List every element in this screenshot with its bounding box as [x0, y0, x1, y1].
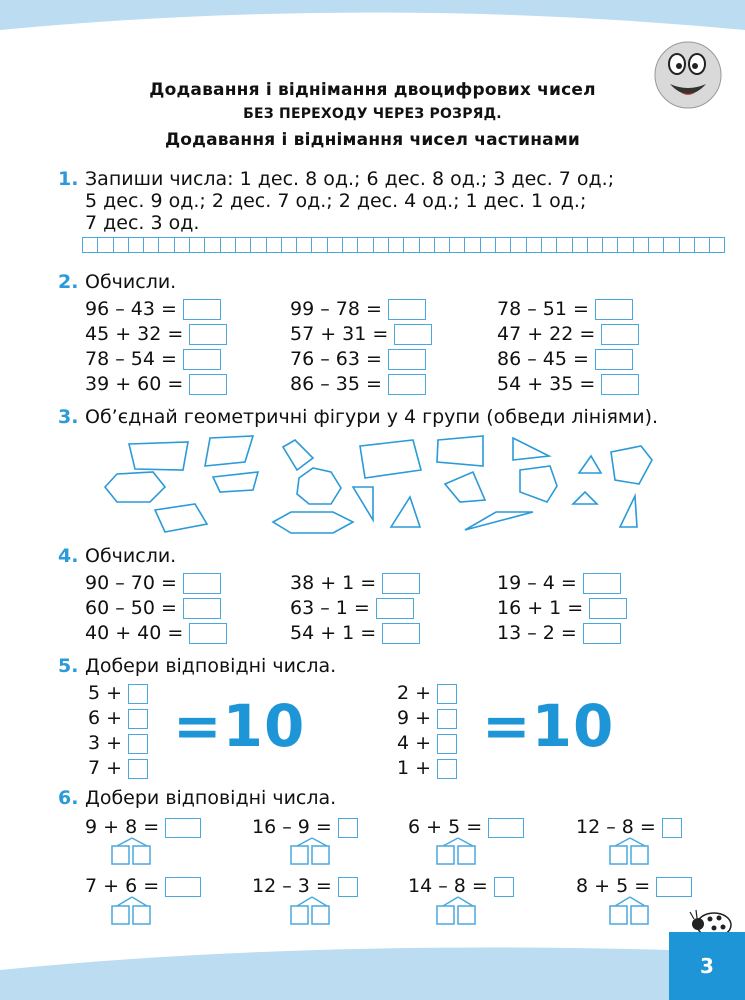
t6-expr: 16 – 9 = [252, 816, 332, 838]
t2-expr: 39 + 60 = [85, 373, 184, 395]
t4-expr: 19 – 4 = [497, 572, 577, 594]
sum-ten-left: =10 [173, 692, 306, 760]
t2-expr: 96 – 43 = [85, 298, 177, 320]
t5-right-expr: 4 + [397, 732, 432, 754]
task-1-line-2: 5 дес. 9 од.; 2 дес. 7 од.; 2 дес. 4 од.; 1 дес. 1 од.; [85, 190, 587, 212]
t6-expr: 6 + 5 = [408, 816, 483, 838]
split-diagram [610, 838, 648, 864]
task-1-number: 1. [58, 168, 79, 190]
t5-left-expr: 5 + [88, 682, 123, 704]
t6-expr: 12 – 3 = [252, 875, 332, 897]
title-line-3: Додавання і віднімання чисел частинами [164, 130, 581, 150]
task-1-line-3: 7 дес. 3 од. [85, 212, 200, 234]
t5-left-expr: 3 + [88, 732, 123, 754]
task-2-number: 2. [58, 271, 79, 293]
task-3-number: 3. [58, 406, 79, 428]
title-line-2: БЕЗ ПЕРЕХОДУ ЧЕРЕЗ РОЗРЯД. [243, 106, 502, 122]
split-diagram [291, 838, 329, 864]
t2-expr: 57 + 31 = [290, 323, 389, 345]
t4-expr: 13 – 2 = [497, 622, 577, 644]
t4-expr: 16 + 1 = [497, 597, 584, 619]
t2-expr: 47 + 22 = [497, 323, 596, 345]
task-6-number: 6. [58, 787, 79, 809]
t2-expr: 54 + 35 = [497, 373, 596, 395]
t4-expr: 60 – 50 = [85, 597, 177, 619]
t2-expr: 78 – 54 = [85, 348, 177, 370]
t6-expr: 7 + 6 = [85, 875, 160, 897]
split-diagram [437, 838, 475, 864]
t2-expr: 45 + 32 = [85, 323, 184, 345]
t5-right-expr: 2 + [397, 682, 432, 704]
t4-expr: 54 + 1 = [290, 622, 377, 644]
page-number: 3 [669, 932, 745, 1000]
split-diagram [291, 897, 329, 924]
title-line-1: Додавання і віднімання двоцифрових чисел [149, 80, 596, 100]
task-5-number: 5. [58, 655, 79, 677]
t5-left-expr: 6 + [88, 707, 123, 729]
t6-expr: 14 – 8 = [408, 875, 488, 897]
t4-expr: 38 + 1 = [290, 572, 377, 594]
task-2-text: Обчисли. [85, 271, 177, 293]
t6-expr: 12 – 8 = [576, 816, 656, 838]
t5-right-expr: 1 + [397, 757, 432, 779]
split-diagram [112, 897, 150, 924]
t5-right-expr: 9 + [397, 707, 432, 729]
split-diagram [112, 838, 150, 864]
split-diagram [610, 897, 648, 924]
task-4-number: 4. [58, 545, 79, 567]
t2-expr: 76 – 63 = [290, 348, 382, 370]
t2-expr: 99 – 78 = [290, 298, 382, 320]
t4-expr: 40 + 40 = [85, 622, 184, 644]
t6-expr: 8 + 5 = [576, 875, 651, 897]
task-3-text: Об’єднай геометричні фігури у 4 групи (обведи лініями). [85, 406, 659, 428]
split-diagram [437, 897, 475, 924]
sum-ten-right: =10 [482, 692, 615, 760]
t2-expr: 86 – 45 = [497, 348, 589, 370]
t4-expr: 63 – 1 = [290, 597, 370, 619]
t6-expr: 9 + 8 = [85, 816, 160, 838]
t2-expr: 86 – 35 = [290, 373, 382, 395]
t4-expr: 90 – 70 = [85, 572, 177, 594]
t5-left-expr: 7 + [88, 757, 123, 779]
task-6-text: Добери відповідні числа. [85, 787, 337, 809]
task-4-text: Обчисли. [85, 545, 177, 567]
t2-expr: 78 – 51 = [497, 298, 589, 320]
task-5-text: Добери відповідні числа. [85, 655, 337, 677]
task-1-line-1: Запиши числа: 1 дес. 8 од.; 6 дес. 8 од.; 3 дес. 7 од.; [85, 168, 615, 190]
